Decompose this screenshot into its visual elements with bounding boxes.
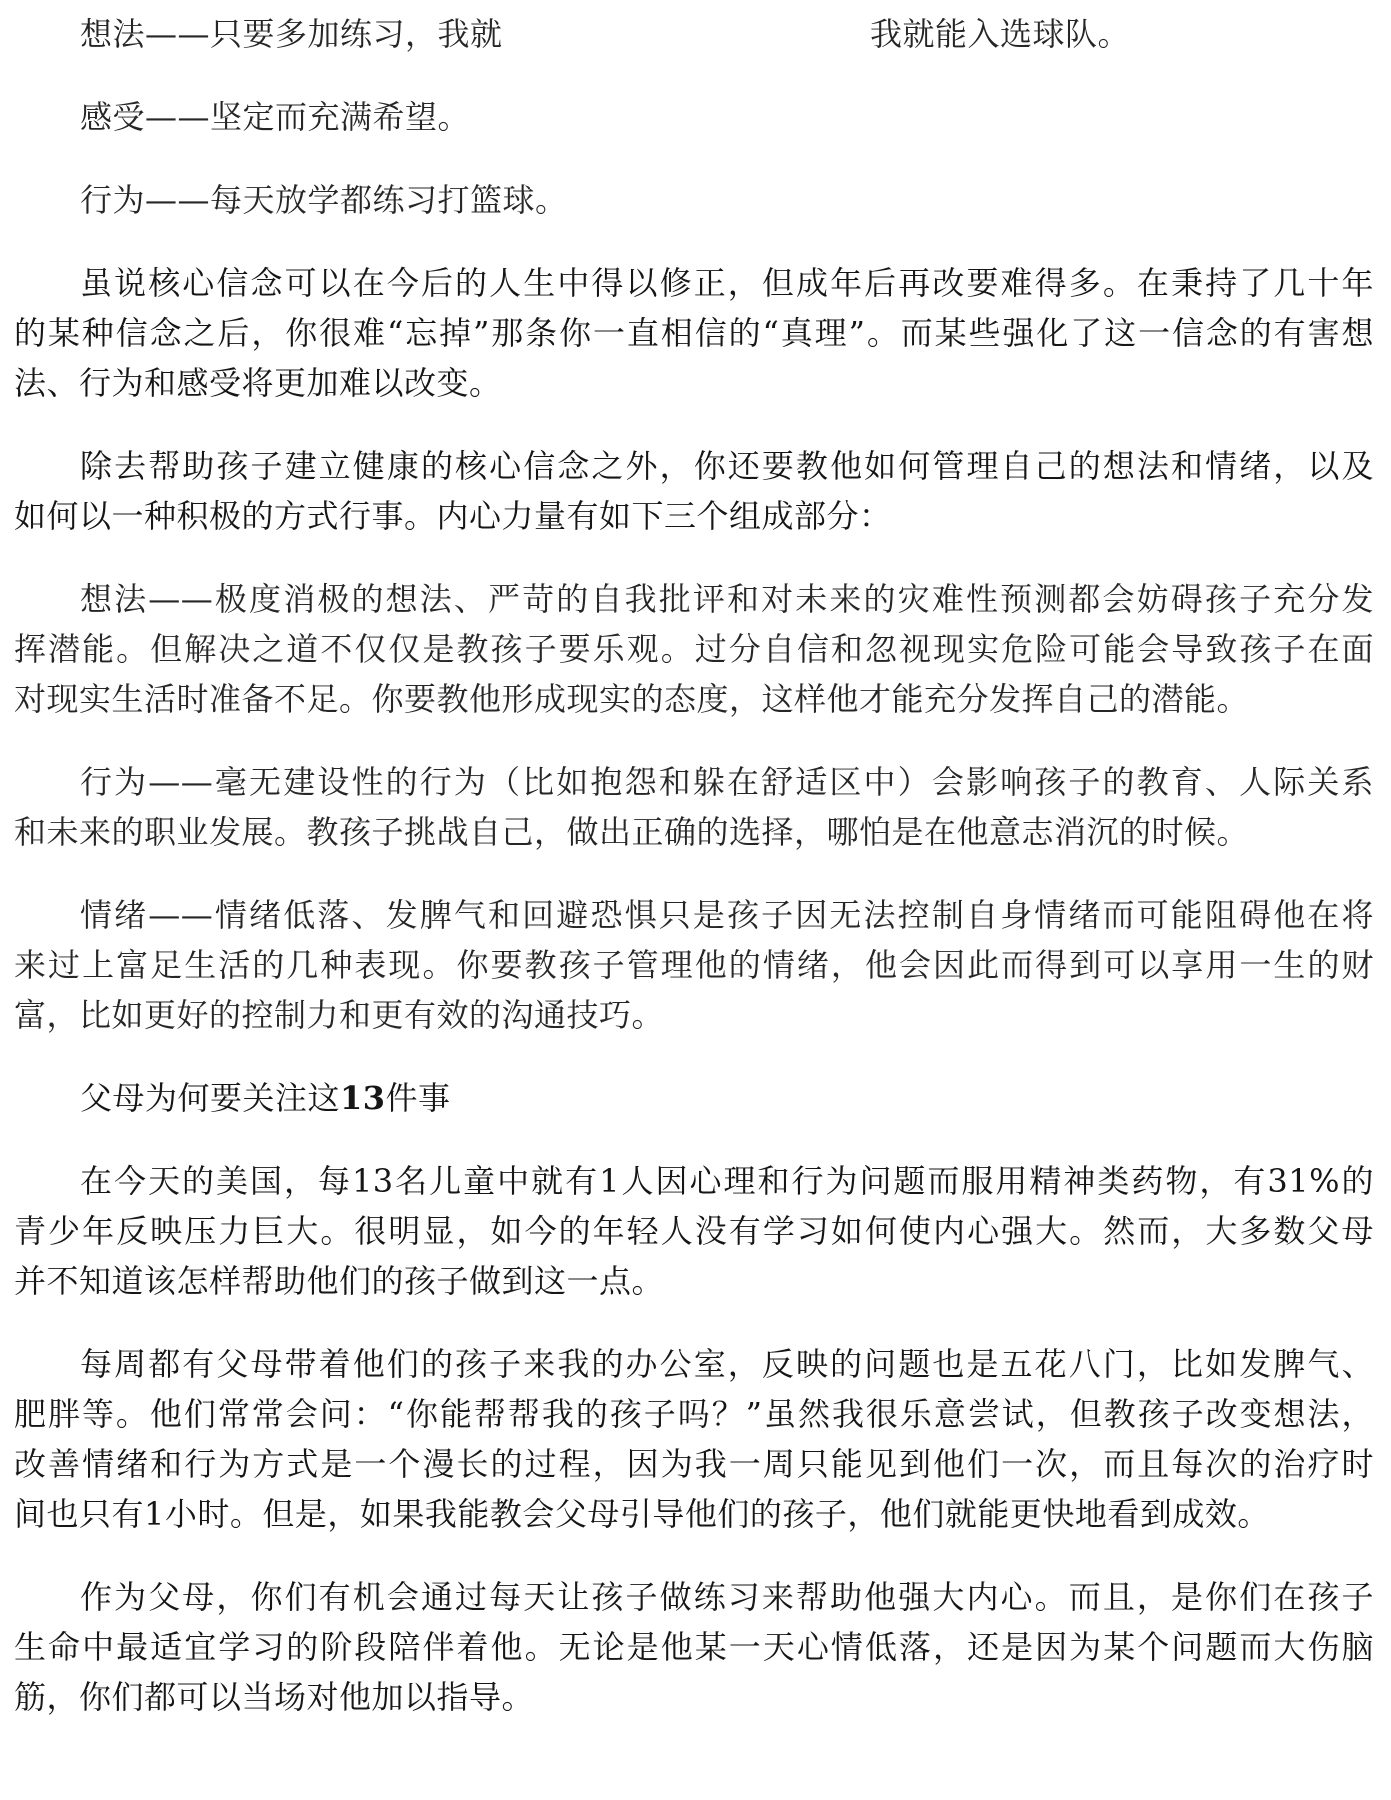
behavior-component-paragraph (14, 757, 1374, 857)
text-line: 每周都有父母带着他们的孩子来我的办公室，反映的问题也是五花八门，比如发脾气、 (80, 1345, 1374, 1383)
section-heading-number: 13 (340, 1079, 386, 1117)
text-line: 筋，你们都可以当场对他加以指导。 (14, 1678, 535, 1716)
text-line: 感受——坚定而充满希望。 (80, 98, 471, 136)
text-line (14, 9, 1374, 59)
text-line: 虽说核心信念可以在今后的人生中得以修正，但成年后再改要难得多。在秉持了几十年 (80, 264, 1374, 302)
text-line: 富，比如更好的控制力和更有效的沟通技巧。 (14, 996, 665, 1034)
text-line (14, 1073, 1374, 1123)
text-line: 青少年反映压力巨大。很明显，如今的年轻人没有学习如何使内心强大。然而，大多数父母 (14, 1212, 1374, 1250)
text-line: 除去帮助孩子建立健康的核心信念之外，你还要教他如何管理自己的想法和情绪，以及 (80, 447, 1374, 485)
text-line: 和未来的职业发展。教孩子挑战自己，做出正确的选择，哪怕是在他意志消沉的时候。 (14, 813, 1250, 851)
thought-example-start: 想法——只要多加练习，我就 (80, 15, 503, 53)
text-line: 法、行为和感受将更加难以改变。 (14, 364, 502, 402)
section-heading (14, 1073, 1374, 1123)
text-line: 想法——极度消极的想法、严苛的自我批评和对未来的灾难性预测都会妨碍孩子充分发 (80, 580, 1374, 618)
text-line: 行为——毫无建设性的行为（比如抱怨和躲在舒适区中）会影响孩子的教育、人际关系 (80, 763, 1374, 801)
text-line: 改善情绪和行为方式是一个漫长的过程，因为我一周只能见到他们一次，而且每次的治疗时 (14, 1445, 1374, 1483)
text-line: 生命中最适宜学习的阶段陪伴着他。无论是他某一天心情低落，还是因为某个问题而大伤脑 (14, 1628, 1374, 1666)
text-line: 对现实生活时准备不足。你要教他形成现实的态度，这样他才能充分发挥自己的潜能。 (14, 680, 1250, 718)
text-line: 情绪——情绪低落、发脾气和回避恐惧只是孩子因无法控制自身情绪而可能阻碍他在将 (80, 896, 1374, 934)
behavior-example-paragraph (14, 175, 1374, 225)
text-line: 如何以一种积极的方式行事。内心力量有如下三个组成部分： (14, 497, 892, 535)
parents-role-paragraph (14, 1572, 1374, 1722)
text-line: 在今天的美国，每13名儿童中就有1人因心理和行为问题而服用精神类药物，有31%的 (80, 1162, 1374, 1200)
text-line: 肥胖等。他们常常会问：“你能帮帮我的孩子吗？”虽然我很乐意尝试，但教孩子改变想法， (14, 1395, 1374, 1433)
text-line: 的某种信念之后，你很难“忘掉”那条你一直相信的“真理”。而某些强化了这一信念的有害想 (14, 314, 1374, 352)
emotions-component-paragraph (14, 890, 1374, 1040)
thoughts-component-paragraph (14, 574, 1374, 724)
text-line: 来过上富足生活的几种表现。你要教孩子管理他的情绪，他会因此而得到可以享用一生的财 (14, 946, 1374, 984)
office-visits-paragraph (14, 1339, 1374, 1539)
text-line: 并不知道该怎样帮助他们的孩子做到这一点。 (14, 1262, 665, 1300)
components-intro-paragraph (14, 441, 1374, 541)
section-heading-suffix: 件事 (385, 1079, 451, 1117)
text-line: 行为——每天放学都练习打篮球。 (80, 181, 568, 219)
section-heading-text: 父母为何要关注这 (80, 1079, 341, 1117)
text-line: 间也只有1小时。但是，如果我能教会父母引导他们的孩子，他们就能更快地看到成效。 (14, 1495, 1270, 1533)
text-line: 作为父母，你们有机会通过每天让孩子做练习来帮助他强大内心。而且，是你们在孩子 (80, 1578, 1374, 1616)
feeling-example-paragraph (14, 92, 1374, 142)
thought-example-end: 我就能入选球队。 (870, 15, 1131, 53)
thought-example-paragraph (14, 9, 1374, 59)
statistics-paragraph (14, 1156, 1374, 1306)
text-line: 挥潜能。但解决之道不仅仅是教孩子要乐观。过分自信和忽视现实危险可能会导致孩子在面 (14, 630, 1374, 668)
core-beliefs-paragraph (14, 258, 1374, 408)
